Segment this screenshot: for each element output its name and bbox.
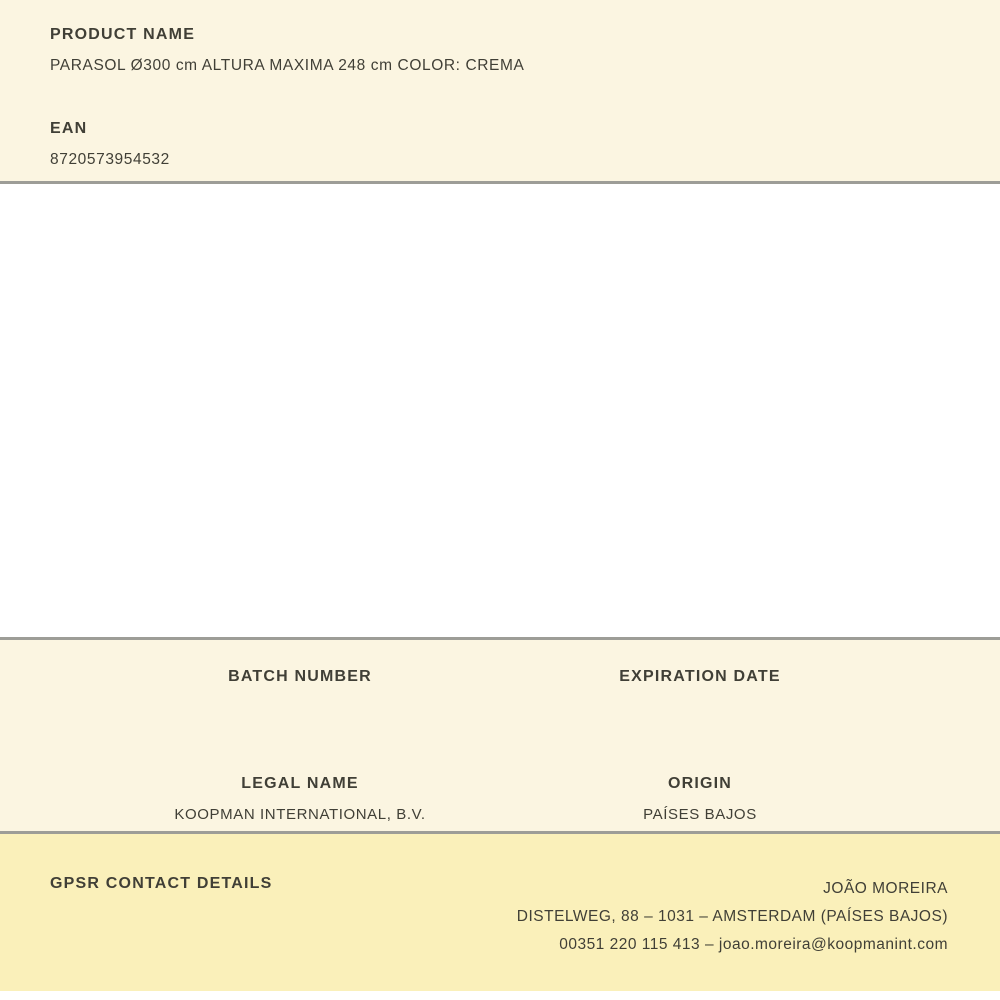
origin-cell — [500, 775, 900, 824]
product-name-value: PARASOL Ø300 cm ALTURA MAXIMA 248 cm COLOR: CREMA — [50, 57, 525, 74]
origin-value: PAÍSES BAJOS — [643, 806, 757, 823]
product-image-placeholder — [0, 184, 1000, 640]
details-row-2 — [100, 775, 900, 824]
gpsr-contact-block — [517, 875, 948, 959]
details-section — [0, 640, 1000, 834]
contact-name: JOÃO MOREIRA — [823, 880, 948, 897]
expiration-date-cell — [500, 668, 900, 717]
legal-name-label: LEGAL NAME — [241, 775, 359, 792]
product-header-section — [0, 0, 1000, 184]
gpsr-contact-section — [0, 834, 1000, 991]
expiration-date-label: EXPIRATION DATE — [619, 668, 781, 685]
gpsr-contact-label: GPSR CONTACT DETAILS — [50, 875, 273, 892]
contact-address: DISTELWEG, 88 – 1031 – AMSTERDAM (PAÍSES BAJOS) — [516, 908, 948, 925]
origin-label: ORIGIN — [667, 775, 733, 792]
details-row-1 — [100, 668, 900, 717]
details-grid — [100, 668, 900, 824]
batch-number-value — [100, 699, 500, 717]
contact-phone-email: 00351 220 115 413 – joao.moreira@koopmanint.com — [559, 936, 948, 953]
product-name-field — [50, 26, 950, 75]
legal-name-value: KOOPMAN INTERNATIONAL, B.V. — [174, 806, 426, 823]
legal-name-cell — [100, 775, 500, 824]
product-name-label: PRODUCT NAME — [50, 26, 196, 43]
ean-label: EAN — [50, 120, 88, 137]
batch-number-cell — [100, 668, 500, 717]
batch-number-label: BATCH NUMBER — [228, 668, 372, 685]
ean-field — [50, 120, 950, 169]
ean-value: 8720573954532 — [50, 151, 170, 168]
expiration-date-value — [500, 699, 900, 717]
